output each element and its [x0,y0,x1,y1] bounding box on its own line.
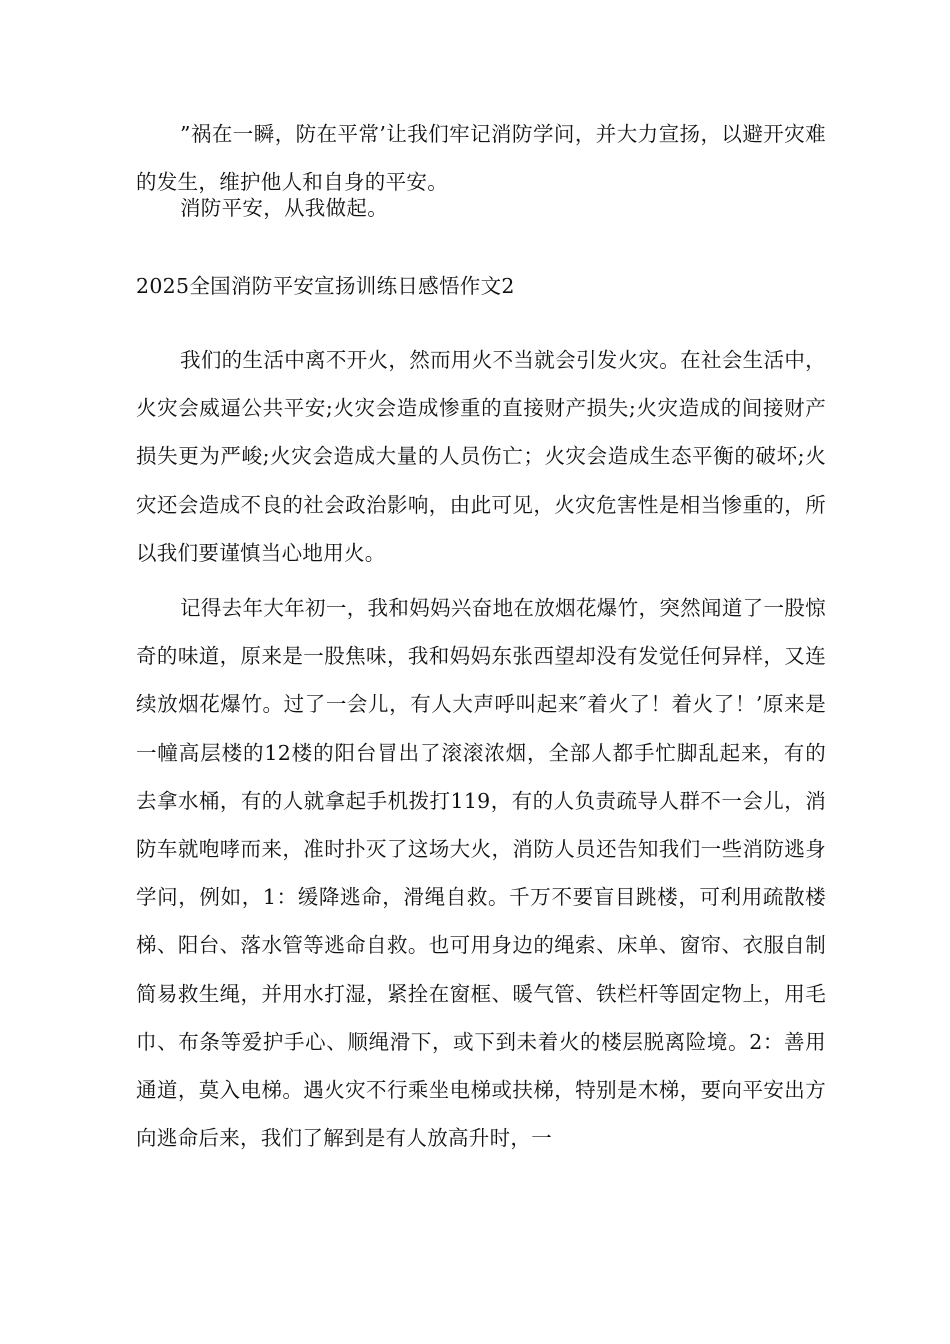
essay-heading: 2025全国消防平安宣扬训练日感悟作文2 [136,274,515,298]
paragraph-fire-dangers: 我们的生活中离不开火，然而用火不当就会引发火灾。在社会生活中，火灾会威逼公共平安;火灾会造成惨重的直接财产损失;火灾造成的间接财产损失更为严峻;火灾会造成大量的人员伤亡；火灾会造成生态平衡的破坏;火灾还会造成不良的社会政治影响，由此可见，火灾危害性是相当惨重的，所以我们要谨慎当心地用火。 [136,348,826,565]
paragraph-closing-quote: ”祸在一瞬，防在平常’让我们牢记消防学问，并大力宣扬，以避开灾难的发生，维护他人和自身的平安。 [136,122,826,195]
paragraph-slogan: 消防平安，从我做起。 [180,196,388,220]
paragraph-new-year-story: 记得去年大年初一，我和妈妈兴奋地在放烟花爆竹，突然闻道了一股惊奇的味道，原来是一股焦味，我和妈妈东张西望却没有发觉任何异样，又连续放烟花爆竹。过了一会儿，有人大声呼叫起来″着火了！着火了！’原来是一幢高层楼的12楼的阳台冒出了滚滚浓烟，全部人都手忙脚乱起来，有的去拿水桶，有的人就拿起手机拨打119，有的人负责疏导人群不一会儿，消防车就咆哮而来，准时扑灭了这场大火，消防人员还告知我们一些消防逃身学问，例如，1：缓降逃命，滑绳自救。千万不要盲目跳楼，可利用疏散楼梯、阳台、落水管等逃命自救。也可用身边的绳索、床单、窗帘、衣服自制简易救生绳，并用水打湿，紧拴在窗框、暖气管、铁栏杆等固定物上，用毛巾、布条等爱护手心、顺绳滑下，或下到未着火的楼层脱离险境。2：善用通道，莫入电梯。遇火灾不行乘坐电梯或扶梯，特别是木梯，要向平安出方向逃命后来，我们了解到是有人放高升时，一 [136,596,826,1151]
